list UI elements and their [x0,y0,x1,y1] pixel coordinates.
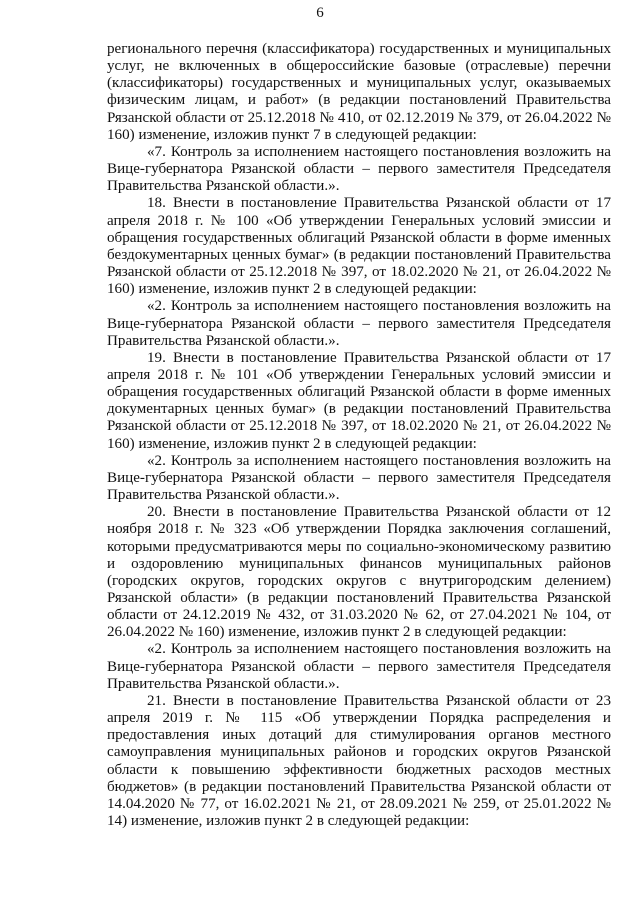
paragraph-8: «2. Контроль за исполнением настоящего постановления возложить на Вице-губернатора Рязанской области – первого заместителя Председателя Правительства Рязанской области.». [107,641,611,692]
document-body [107,41,611,830]
paragraph-9: 21. Внести в постановление Правительства Рязанской области от 23 апреля 2019 г. № 115 «Об утверждении Порядка распределения и предоставления иных дотаций для стимулирования органов местного самоуправления муниципальных районов и городских округов Рязанской области к повышению эффективности бюджетных расходов местных бюджетов» (в редакции постановлений Правительства Рязанской области от 14.04.2020 № 77, от 16.02.2021 № 21, от 28.09.2021 № 259, от 25.01.2022 № 14) изменение, изложив пункт 2 в следующей редакции: [107,692,611,830]
paragraph-2: «7. Контроль за исполнением настоящего постановления возложить на Вице-губернатора Рязанской области – первого заместителя Председателя Правительства Рязанской области.». [107,143,611,195]
paragraph-1: регионального перечня (классификатора) государственных и муниципальных услуг, не включенных в общероссийские базовые (отраслевые) перечни (классификаторы) государственных и муниципальных услуг, оказываемых физическим лицам, и работ» (в редакции постановлений Правительства Рязанской области от 25.12.2018 № 410, от 02.12.2019 № 379, от 26.04.2022 № 160) изменение, изложив пункт 7 в следующей редакции: [107,41,611,143]
paragraph-4: «2. Контроль за исполнением настоящего постановления возложить на Вице-губернатора Рязанской области – первого заместителя Председателя Правительства Рязанской области.». [107,298,611,349]
paragraph-3: 18. Внести в постановление Правительства Рязанской области от 17 апреля 2018 г. № 100 «Об утверждении Генеральных условий эмиссии и обращения государственных облигаций Рязанской области в форме именных бездокументарных ценных бумаг» (в редакции постановлений Правительства Рязанской области от 25.12.2018 № 397, от 18.02.2020 № 21, от 26.04.2022 № 160) изменение, изложив пункт 2 в следующей редакции: [107,195,611,298]
paragraph-6: «2. Контроль за исполнением настоящего постановления возложить на Вице-губернатора Рязанской области – первого заместителя Председателя Правительства Рязанской области.». [107,452,611,504]
paragraph-5: 19. Внести в постановление Правительства Рязанской области от 17 апреля 2018 г. № 101 «Об утверждении Генеральных условий эмиссии и обращения государственных облигаций Рязанской области в форме именных документарных ценных бумаг» (в редакции постановлений Правительства Рязанской области от 25.12.2018 № 397, от 18.02.2020 № 21, от 26.04.2022 № 160) изменение, изложив пункт 2 в следующей редакции: [107,349,611,452]
page-number: 6 [316,5,324,21]
paragraph-7: 20. Внести в постановление Правительства Рязанской области от 12 ноября 2018 г. № 323 «Об утверждении Порядка заключения соглашений, которыми предусматриваются меры по социально-экономическому развитию и оздоровлению муниципальных финансов муниципальных районов (городских округов, городских округов с внутригородским делением) Рязанской области» (в редакции постановлений Правительства Рязанской области от 24.12.2019 № 432, от 31.03.2020 № 62, от 27.04.2021 № 104, от 26.04.2022 № 160) изменение, изложив пункт 2 в следующей редакции: [107,504,611,641]
